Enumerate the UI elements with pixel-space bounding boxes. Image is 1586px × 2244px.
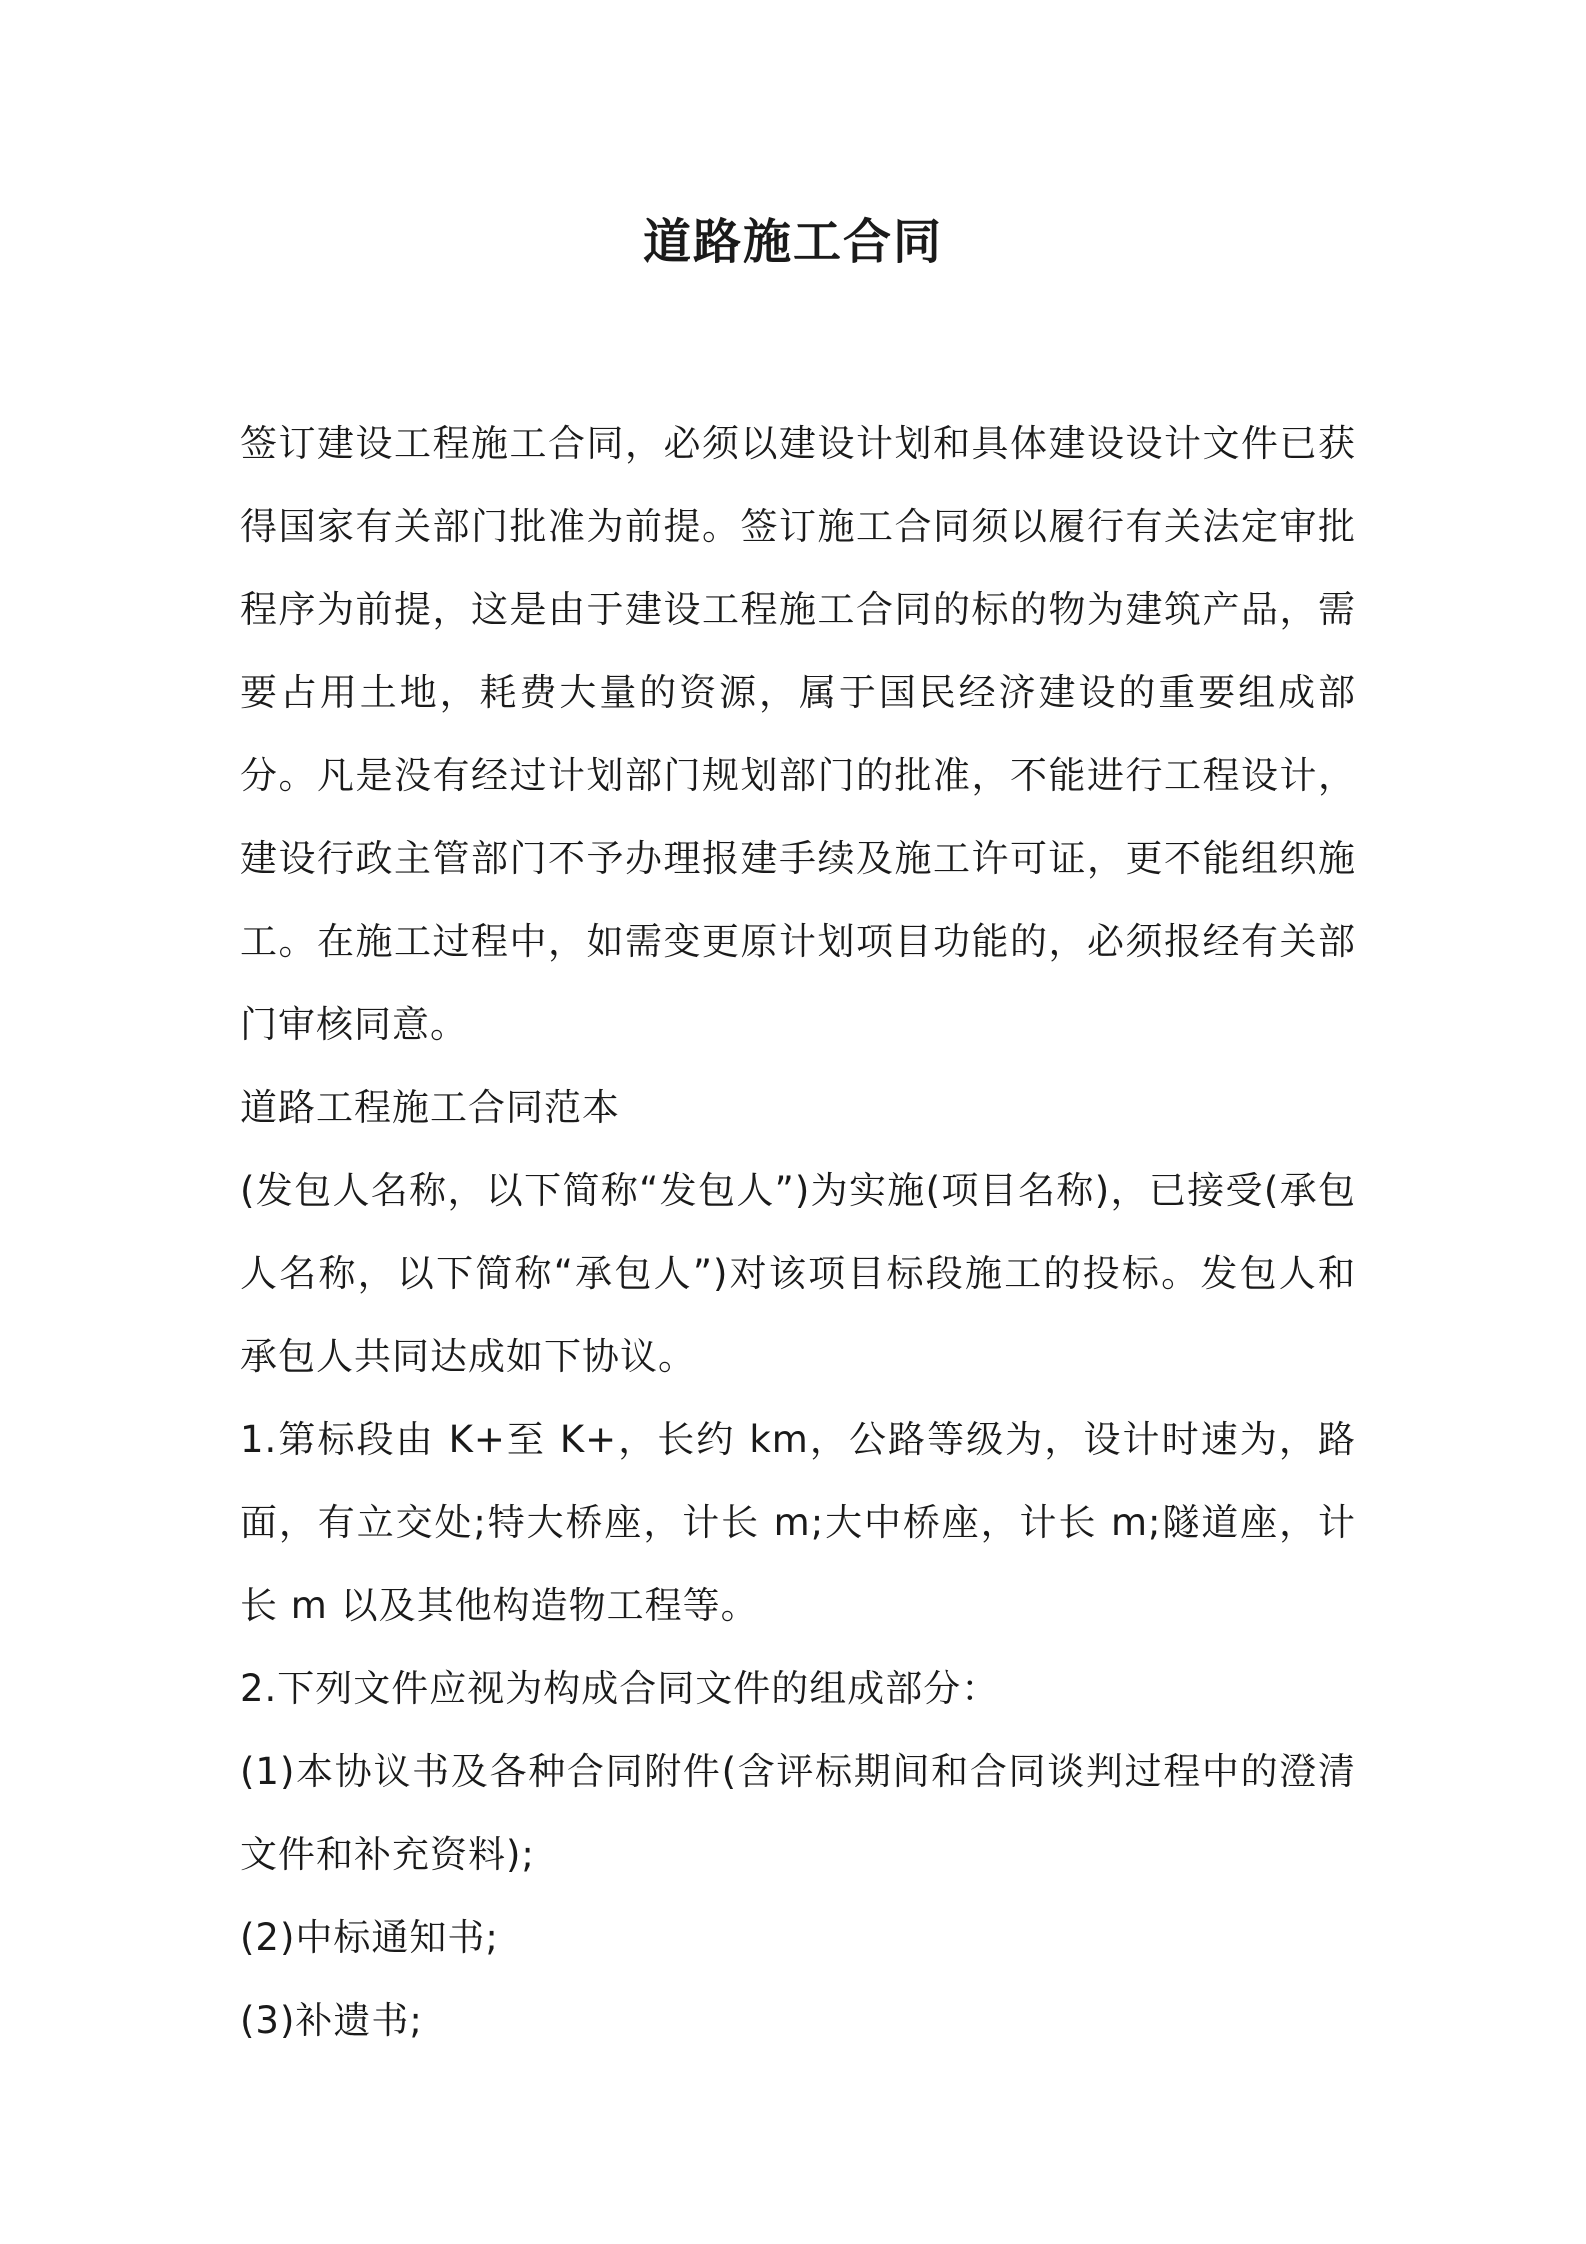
paragraph-item-2: (2)中标通知书; bbox=[240, 1916, 499, 1959]
paragraph-intro: 签订建设工程施工合同，必须以建设计划和具体建设设计文件已获得国家有关部门批准为前提。签订施工合同须以履行有关法定审批程序为前提，这是由于建设工程施工合同的标的物为建筑产品，需要占用土地，耗费大量的资源，属于国民经济建设的重要组成部分。凡是没有经过计划部门规划部门的批准，不能进行工程设计，建设行政主管部门不予办理报建手续及施工许可证，更不能组织施工。在施工过程中，如需变更原计划项目功能的，必须报经有关部门审核同意。 bbox=[240, 422, 1356, 1046]
paragraph-clause-1: 1.第标段由 K+至 K+，长约 km，公路等级为，设计时速为，路面，有立交处;特大桥座，计长 m;大中桥座，计长 m;隧道座，计长 m 以及其他构造物工程等。 bbox=[240, 1418, 1356, 1627]
paragraph-section-heading: 道路工程施工合同范本 bbox=[240, 1086, 620, 1129]
paragraph-clause-2: 2.下列文件应视为构成合同文件的组成部分： bbox=[240, 1667, 1000, 1710]
document-title: 道路施工合同 bbox=[642, 214, 943, 270]
paragraph-item-3: (3)补遗书; bbox=[240, 1999, 423, 2042]
paragraph-parties: (发包人名称，以下简称“发包人”)为实施(项目名称)，已接受(承包人名称，以下简称“承包人”)对该项目标段施工的投标。发包人和承包人共同达成如下协议。 bbox=[240, 1169, 1356, 1378]
paragraph-item-1: (1)本协议书及各种合同附件(含评标期间和合同谈判过程中的澄清文件和补充资料); bbox=[240, 1750, 1356, 1876]
document-body bbox=[240, 402, 1356, 2062]
